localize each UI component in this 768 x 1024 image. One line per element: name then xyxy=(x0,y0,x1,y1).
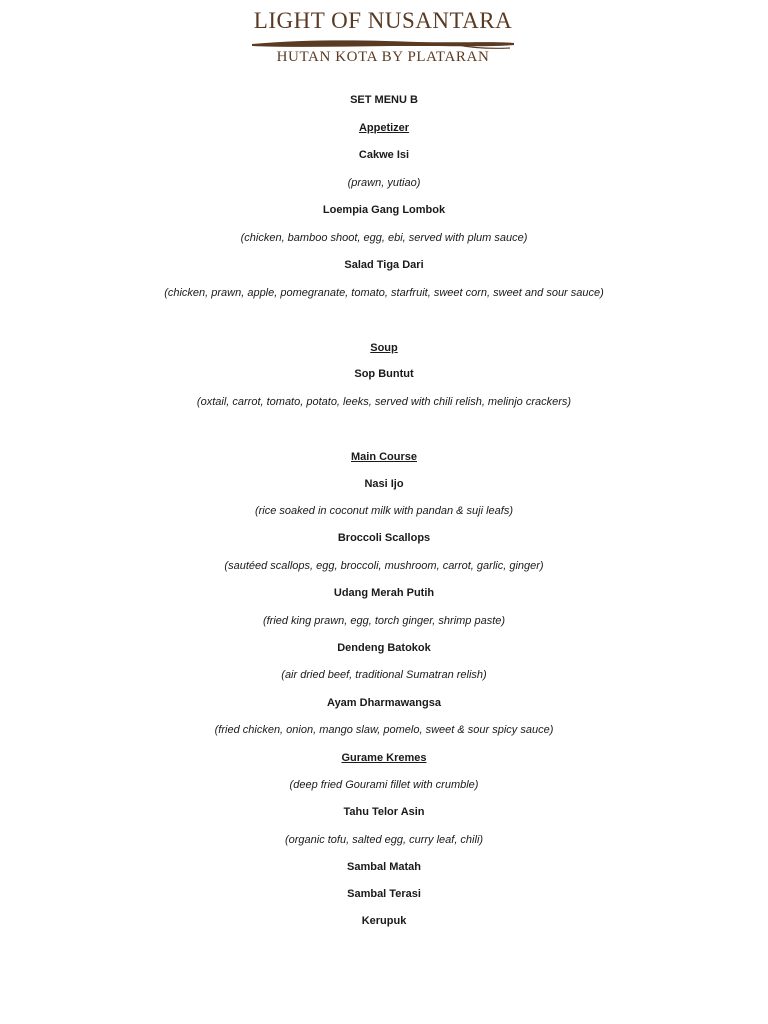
dish-name: Loempia Gang Lombok xyxy=(322,204,446,216)
logo-brush-stroke xyxy=(248,36,518,50)
dish-description: (chicken, prawn, apple, pomegranate, tomato, starfruit, sweet corn, sweet and sour sauce) xyxy=(164,287,604,299)
dish-description: (air dried beef, traditional Sumatran relish) xyxy=(281,669,487,681)
dish-name: Tahu Telor Asin xyxy=(343,806,425,818)
dish-name: Cakwe Isi xyxy=(358,149,410,161)
dish-name: Broccoli Scallops xyxy=(337,532,431,544)
dish-name: Dendeng Batokok xyxy=(337,642,431,654)
section-title-appetizer: Appetizer xyxy=(358,122,410,134)
dish-description: (fried king prawn, egg, torch ginger, shrimp paste) xyxy=(262,615,506,627)
dish-description: (fried chicken, onion, mango slaw, pomelo, sweet & sour spicy sauce) xyxy=(214,724,554,736)
dish-name: Udang Merah Putih xyxy=(333,587,435,599)
side-dish-name: Kerupuk xyxy=(361,915,407,927)
dish-description: (prawn, yutiao) xyxy=(347,177,421,189)
dish-name: Salad Tiga Dari xyxy=(344,259,424,271)
logo-subtitle: HUTAN KOTA BY PLATARAN xyxy=(276,49,490,65)
section-title-soup: Soup xyxy=(370,342,398,354)
dish-name: Gurame Kremes xyxy=(341,752,427,764)
dish-name: Nasi Ijo xyxy=(364,478,404,490)
restaurant-logo xyxy=(248,6,518,68)
side-dish-name: Sambal Terasi xyxy=(347,888,421,900)
dish-description: (rice soaked in coconut milk with pandan & suji leafs) xyxy=(254,505,513,517)
dish-description: (deep fried Gourami fillet with crumble) xyxy=(289,779,479,791)
dish-name: Ayam Dharmawangsa xyxy=(327,697,441,709)
menu-heading: SET MENU B xyxy=(350,94,418,106)
dish-description: (organic tofu, salted egg, curry leaf, chili) xyxy=(284,834,484,846)
section-title-main-course: Main Course xyxy=(350,451,417,463)
dish-description: (chicken, bamboo shoot, egg, ebi, served with plum sauce) xyxy=(240,232,528,244)
dish-description: (sautéed scallops, egg, broccoli, mushroom, carrot, garlic, ginger) xyxy=(224,560,544,572)
side-dish-name: Sambal Matah xyxy=(347,861,421,873)
logo-title: LIGHT OF NUSANTARA xyxy=(253,8,513,33)
dish-description: (oxtail, carrot, tomato, potato, leeks, served with chili relish, melinjo crackers) xyxy=(196,396,572,408)
dish-name: Sop Buntut xyxy=(354,368,414,380)
